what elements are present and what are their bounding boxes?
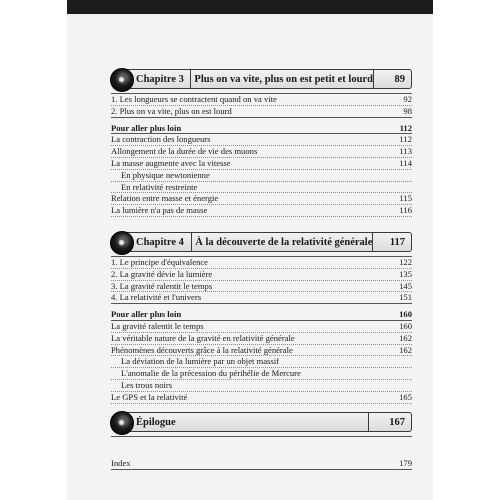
further-reading-heading[interactable]: Pour aller plus loin 112 <box>111 122 412 133</box>
toc-subentry[interactable]: La déviation de la lumière par un objet massif <box>111 356 412 368</box>
toc-entry[interactable]: La contraction des longueurs 112 <box>111 134 412 145</box>
chapter-label: Chapitre 3 <box>136 73 184 85</box>
globe-icon <box>110 68 134 92</box>
toc-entry[interactable]: La masse augmente avec la vitesse 114 <box>111 157 412 168</box>
toc-entry[interactable]: 3. La gravité ralentit le temps 145 <box>111 280 412 291</box>
toc-entry[interactable]: Le GPS et la relativité 165 <box>111 391 412 402</box>
chapter-title: À la découverte de la relativité générale <box>191 233 372 251</box>
toc-subentry[interactable]: En relativité restreinte <box>111 182 412 194</box>
chapter-4-section <box>111 232 412 404</box>
toc-entry[interactable]: Phénomènes découverts grâce à la relativité générale 162 <box>111 344 412 355</box>
toc-entry[interactable]: 1. Le principe d'équivalence 122 <box>111 257 412 267</box>
chapter-3-header[interactable] <box>111 69 412 89</box>
toc-entry[interactable]: 1. Les longueurs se contractent quand on va vite 92 <box>111 94 412 104</box>
chapter-3-section <box>111 69 412 217</box>
epilogue-page-number: 167 <box>368 413 411 431</box>
toc-subentry[interactable]: L'anomalie de la précession du périhélie de Mercure <box>111 368 412 380</box>
globe-icon <box>110 231 134 255</box>
toc-entry[interactable]: Relation entre masse et énergie 115 <box>111 193 412 204</box>
chapter-4-header[interactable] <box>111 232 412 252</box>
epilogue-label: Épilogue <box>136 416 176 428</box>
toc-entry[interactable]: 4. La relativité et l'univers 151 <box>111 292 412 303</box>
toc-entry[interactable]: La véritable nature de la gravité en relativité générale 162 <box>111 332 412 343</box>
toc-entry[interactable]: Allongement de la durée de vie des muons 113 <box>111 146 412 157</box>
chapter-page-number: 89 <box>373 70 411 88</box>
top-starfield-band <box>67 0 433 14</box>
chapter-page-number: 117 <box>372 233 411 251</box>
epilogue-section <box>111 412 412 437</box>
toc-entry[interactable]: 2. La gravité dévie la lumière 135 <box>111 268 412 279</box>
toc-subentry[interactable]: Les trous noirs <box>111 380 412 392</box>
chapter-label: Chapitre 4 <box>136 236 184 248</box>
index-section <box>111 458 412 470</box>
toc-entry[interactable]: La gravité ralentit le temps 160 <box>111 320 412 331</box>
toc-entry[interactable]: 2. Plus on va vite, plus on est lourd 98 <box>111 105 412 116</box>
chapter-title: Plus on va vite, plus on est petit et lourd <box>190 70 373 88</box>
toc-subentry[interactable]: En physique newtonienne <box>111 170 412 182</box>
toc-entry[interactable]: La lumière n'a pas de masse 116 <box>111 205 412 216</box>
index-entry[interactable]: Index 179 <box>111 458 412 468</box>
globe-icon <box>110 411 134 435</box>
further-reading-heading[interactable]: Pour aller plus loin 160 <box>111 309 412 320</box>
epilogue-header[interactable] <box>111 412 412 432</box>
